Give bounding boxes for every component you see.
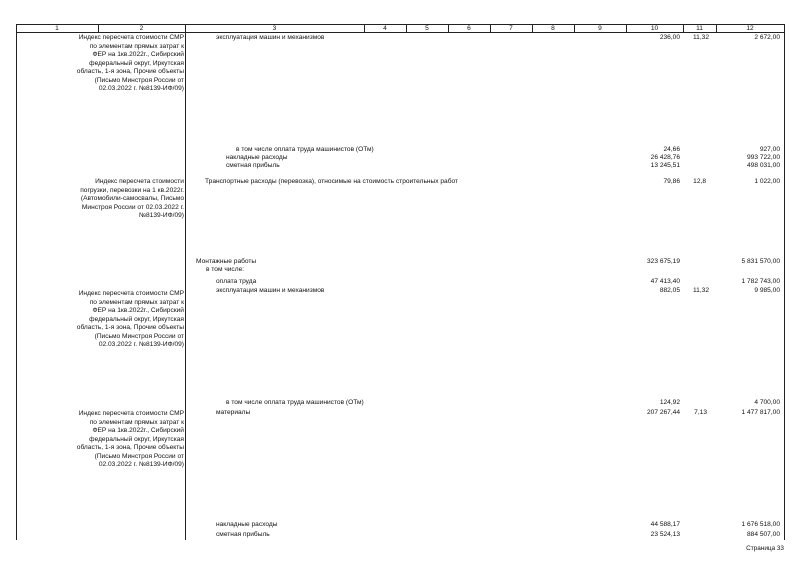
value-col12: 1 676 518,00 <box>741 521 780 528</box>
value-col10: 13 245,51 <box>650 162 680 169</box>
column-header: 10 <box>650 25 659 32</box>
value-col10: 882,05 <box>659 287 680 294</box>
column-header: 6 <box>467 25 471 32</box>
col-divider <box>784 24 785 540</box>
row-description: Монтажные работы <box>196 258 257 265</box>
column-header: 5 <box>425 25 429 32</box>
col-divider <box>16 24 17 540</box>
row-description: накладные расходы <box>216 521 278 528</box>
column-header: 2 <box>139 25 144 32</box>
value-col12: 884 507,00 <box>746 531 780 538</box>
value-col10: 323 675,19 <box>646 258 680 265</box>
page-number: Страница 33 <box>746 545 784 552</box>
row-description: накладные расходы <box>226 154 288 161</box>
column-header: 8 <box>551 25 555 32</box>
value-col11: 11,32 <box>692 287 709 294</box>
value-col10: 207 267,44 <box>646 409 680 416</box>
row-description: сметная прибыль <box>226 162 280 169</box>
value-col12: 498 031,00 <box>746 162 780 169</box>
column-header: 7 <box>509 25 513 32</box>
value-col10: 47 413,40 <box>650 278 680 285</box>
index-note: Индекс пересчета стоимости СМР по элементам прямых затрат к ФЕР на 1кв.2022г., Сибирский федеральный округ, Иркутская область, 1-я зона, Прочие объекты (Письмо Минстроя России от 02.03.2022 г. №8139-ИФ/09) <box>76 410 184 468</box>
row-description: эксплуатация машин и механизмов <box>216 287 325 294</box>
column-header: 1 <box>55 25 59 32</box>
value-col10: 236,00 <box>659 34 680 41</box>
value-col12: 1 782 743,00 <box>741 278 780 285</box>
header-bottom-border <box>16 32 784 33</box>
value-col10: 26 428,76 <box>650 154 680 161</box>
value-col12: 993 722,00 <box>746 154 780 161</box>
value-col12: 1 022,00 <box>754 178 780 185</box>
row-description: в том числе оплата труда машинистов (ОТм) <box>226 399 364 406</box>
value-col11: 11,32 <box>692 34 709 41</box>
column-header: 11 <box>696 25 703 32</box>
column-header: 4 <box>383 25 387 32</box>
value-col12: 5 831 570,00 <box>741 258 780 265</box>
index-note: Индекс пересчета стоимости СМР по элементам прямых затрат к ФЕР на 1кв.2022г., Сибирский федеральный округ, Иркутская область, 1-я зона, Прочие объекты (Письмо Минстроя России от 02.03.2022 г. №8139-ИФ/09) <box>76 290 184 348</box>
value-col10: 23 524,13 <box>650 531 680 538</box>
col-divider <box>185 24 186 540</box>
value-col10: 24,66 <box>663 146 680 153</box>
row-description: эксплуатация машин и механизмов <box>216 34 325 41</box>
value-col10: 124,92 <box>659 399 680 406</box>
index-note: Индекс пересчета стоимости СМР по элементам прямых затрат к ФЕР на 1кв.2022г., Сибирский федеральный округ, Иркутская область, 1-я зона, Прочие объекты (Письмо Минстроя России от 02.03.2022 г. №8139-ИФ/09) <box>76 34 184 92</box>
row-description: Транспортные расходы (перевозка), относимые на стоимость строительных работ <box>205 178 459 185</box>
value-col12: 927,00 <box>759 146 780 153</box>
value-col10: 79,86 <box>663 178 680 185</box>
value-col12: 2 672,00 <box>754 34 780 41</box>
value-col10: 44 588,17 <box>650 521 680 528</box>
value-col11: 12,8 <box>693 178 706 185</box>
column-header: 9 <box>598 25 602 32</box>
value-col11: 7,13 <box>694 409 707 416</box>
value-col12: 1 477 817,00 <box>741 409 780 416</box>
row-description: оплата труда <box>216 278 257 285</box>
row-description: материалы <box>216 409 251 416</box>
row-description: в том числе: <box>206 266 245 273</box>
row-description: в том числе оплата труда машинистов (ОТм) <box>236 146 374 153</box>
value-col12: 4 700,00 <box>754 399 780 406</box>
row-description: сметная прибыль <box>216 531 270 538</box>
index-note: Индекс пересчета стоимости погрузки, перевозки на 1 кв.2022г. (Автомобили-самосвалы, Письмо Минстроя России от 02.03.2022 г. №8139-ИФ/09) <box>80 178 184 219</box>
value-col12: 9 985,00 <box>754 287 780 294</box>
column-header: 12 <box>746 25 754 32</box>
column-header: 3 <box>272 25 277 32</box>
